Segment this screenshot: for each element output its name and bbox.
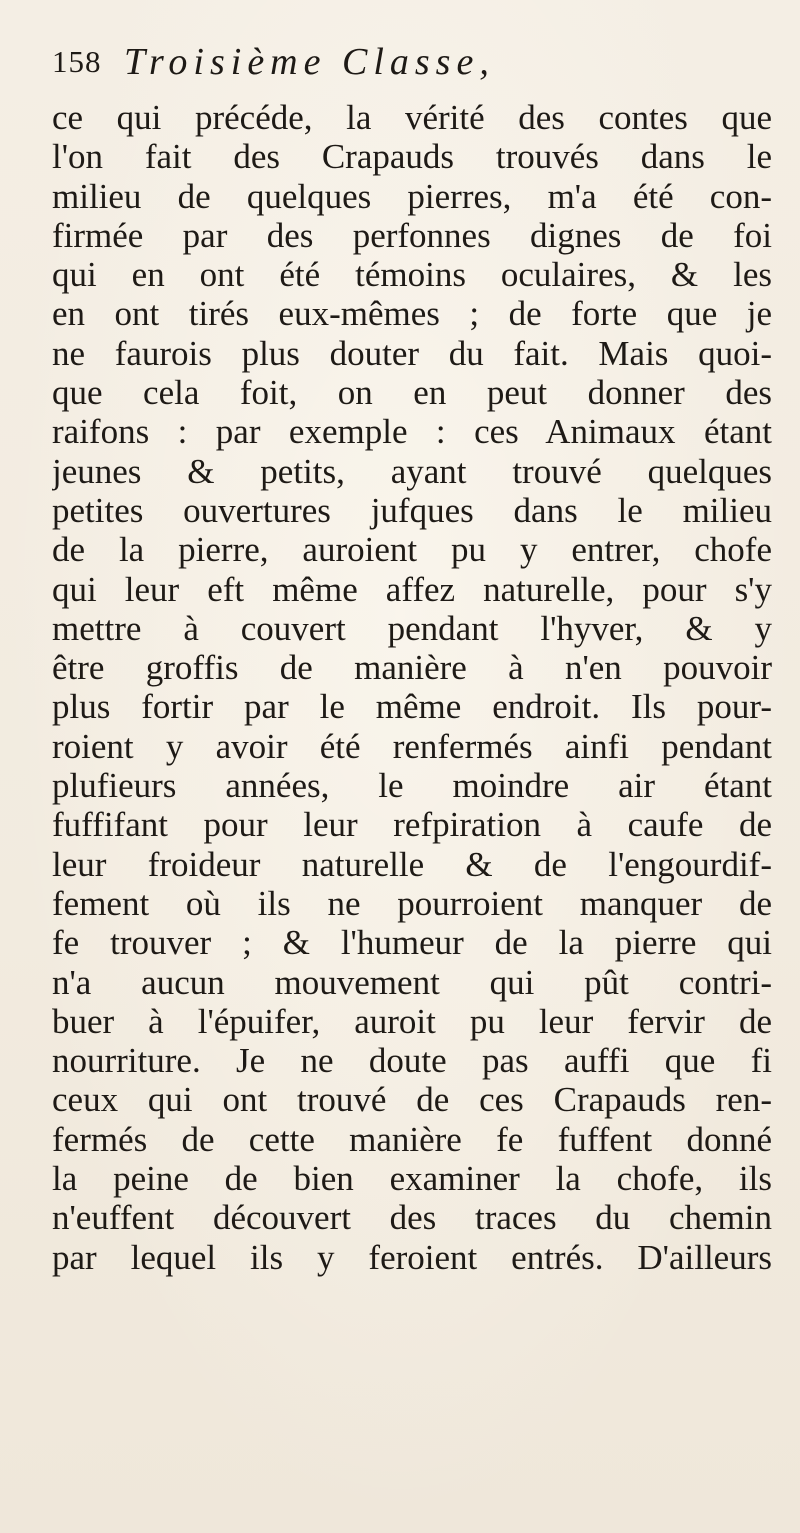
- text-line: fement où ils ne pourroient manquer de: [52, 883, 772, 923]
- text-line: la peine de bien examiner la chofe, ils: [52, 1159, 772, 1199]
- text-line: plus fortir par le même endroit. Ils pour-: [52, 687, 772, 727]
- text-line: nourriture. Je ne doute pas auffi que fi: [52, 1041, 772, 1081]
- text-line: l'on fait des Crapauds trouvés dans le: [52, 137, 772, 177]
- text-line: ceux qui ont trouvé de ces Crapauds ren-: [52, 1080, 772, 1120]
- text-line: que cela foit, on en peut donner des: [52, 373, 772, 413]
- text-line: milieu de quelques pierres, m'a été con-: [52, 176, 772, 216]
- text-line: roient y avoir été renfermés ainfi pendant: [52, 726, 772, 766]
- text-line: ne faurois plus douter du fait. Mais quoi-: [52, 333, 772, 373]
- text-line: en ont tirés eux-mêmes ; de forte que je: [52, 294, 772, 334]
- text-line: ce qui précéde, la vérité des contes que: [52, 98, 772, 137]
- page-header: [52, 40, 772, 100]
- text-line: fuffifant pour leur refpiration à caufe de: [52, 805, 772, 845]
- text-line: firmée par des perfonnes dignes de foi: [52, 215, 772, 255]
- text-line: n'a aucun mouvement qui pût contri-: [52, 962, 772, 1002]
- text-line: leur froideur naturelle & de l'engourdif-: [52, 844, 772, 884]
- text-line: plufieurs années, le moindre air étant: [52, 766, 772, 806]
- text-line: qui leur eft même affez naturelle, pour s'y: [52, 569, 772, 609]
- body-text: [52, 98, 772, 1277]
- text-line: fe trouver ; & l'humeur de la pierre qui: [52, 923, 772, 963]
- text-line: de la pierre, auroient pu y entrer, chofe: [52, 530, 772, 570]
- text-line: petites ouvertures jufques dans le milieu: [52, 490, 772, 530]
- running-head: Troisième Classe,: [124, 41, 495, 83]
- text-line: qui en ont été témoins oculaires, & les: [52, 255, 772, 295]
- text-line: par lequel ils y feroient entrés. D'ailleurs: [52, 1237, 772, 1277]
- text-line: buer à l'épuifer, auroit pu leur fervir de: [52, 1001, 772, 1041]
- text-line: n'euffent découvert des traces du chemin: [52, 1198, 772, 1238]
- text-line: être groffis de manière à n'en pouvoir: [52, 648, 772, 688]
- text-line: mettre à couvert pendant l'hyver, & y: [52, 608, 772, 648]
- page-number: 158: [52, 44, 102, 79]
- text-line: jeunes & petits, ayant trouvé quelques: [52, 451, 772, 491]
- text-line: fermés de cette manière fe fuffent donné: [52, 1119, 772, 1159]
- text-line: raifons : par exemple : ces Animaux étant: [52, 412, 772, 452]
